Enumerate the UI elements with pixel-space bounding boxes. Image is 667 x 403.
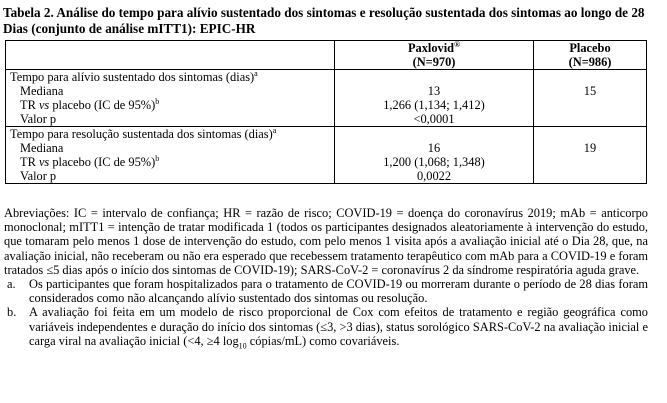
footnote-b	[4, 305, 648, 351]
footnote-a-marker: a.	[7, 277, 16, 292]
pax-median-resolution: 16	[427, 141, 441, 155]
section-labels-resolution	[6, 127, 335, 184]
footnote-b-text: A avaliação foi feita em um modelo de risco proporcional de Cox com efeitos de tratamento e região geográfica como variáveis independentes e duração do início dos sintomas (≤3, >3 dias), status sorológico SARS-CoV-2 na avaliação inicial e carga viral na avaliação inicial (<4, ≥4 $\log_{10}$ cópias/mL) como covariáveis.	[29, 305, 648, 351]
header-placebo-name: Placebo	[569, 41, 611, 55]
pax-p-relief: <0,0001	[413, 112, 455, 126]
placebo-values-relief	[534, 70, 647, 127]
section-row-relief	[6, 70, 647, 127]
pax-hr-relief: 1,266 (1,134; 1,412)	[383, 98, 485, 112]
header-paxlovid-n: (N=970)	[412, 55, 456, 69]
section-heading-resolution: Tempo para resolução sustentada dos sintomas (dias)	[10, 127, 273, 141]
pax-p-resolution: 0,0022	[416, 169, 452, 183]
paxlovid-values-resolution	[335, 127, 534, 184]
header-paxlovid-registered-mark: ®	[454, 39, 461, 49]
median-label-resolution: Mediana	[20, 141, 64, 155]
section-labels-relief	[6, 70, 335, 127]
p-label-relief: Valor p	[20, 112, 57, 126]
median-label-relief: Mediana	[20, 84, 64, 98]
header-paxlovid-name: Paxlovid	[407, 41, 455, 55]
footnote-a-text: Os participantes que foram hospitalizados para o tratamento de COVID-19 ou morreram durante o período de 28 dias foram considerados como não alcançando alívio sustentado dos sintomas ou resolução.	[29, 277, 648, 306]
results-table	[5, 40, 647, 184]
table-header-row	[6, 41, 647, 70]
footnote-b-marker: b.	[7, 305, 17, 320]
footnote-a	[4, 277, 648, 305]
table-notes	[4, 206, 648, 351]
hr-label-resolution: TR vs placebo (IC de 95%)$^b$	[20, 153, 160, 169]
placebo-median-relief: 15	[583, 84, 597, 98]
placebo-values-resolution	[534, 127, 647, 184]
hr-label-relief: TR vs placebo (IC de 95%)$^b$	[20, 96, 160, 112]
paxlovid-values-relief	[335, 70, 534, 127]
header-placebo	[534, 41, 647, 70]
abbreviations-note: Abreviações: IC = intervalo de confiança; HR = razão de risco; COVID-19 = doença do coronavírus 2019; mAb = anticorpo monoclonal; mITT1 = intenção de tratar modificada 1 (todos os participantes designados aleatoriamente à intervenção do estudo, que tomaram pelo menos 1 dose de intervenção do estudo, com pelo menos 1 visita após a avaliação inicial até o Dia 28, que, na avaliação inicial, não receberam ou não era esperado que recebessem tratamento terapêutico com mAb para a COVID-19 e foram tratados ≤5 dias após o início dos sintomas de COVID-19); SARS-CoV-2 = coronavírus 2 da síndrome respiratória aguda grave.	[4, 206, 648, 277]
header-placebo-n: (N=986)	[568, 55, 612, 69]
p-label-resolution: Valor p	[20, 169, 57, 183]
header-empty-cell	[6, 41, 335, 70]
section-heading-relief-sup: a	[254, 68, 258, 78]
placebo-median-resolution: 19	[583, 141, 597, 155]
pax-hr-resolution: 1,200 (1,068; 1,348)	[383, 155, 485, 169]
pax-median-relief: 13	[427, 84, 441, 98]
table-title: Tabela 2. Análise do tempo para alívio sustentado dos sintomas e resolução sustentada dos sintomas ao longo de 28 Dias (conjunto de análise mITT1): EPIC-HR	[3, 5, 645, 36]
section-row-resolution	[6, 127, 647, 184]
section-heading-relief: Tempo para alívio sustentado dos sintomas (dias)	[10, 70, 255, 84]
header-paxlovid	[335, 41, 534, 70]
section-heading-resolution-sup: a	[272, 125, 277, 135]
